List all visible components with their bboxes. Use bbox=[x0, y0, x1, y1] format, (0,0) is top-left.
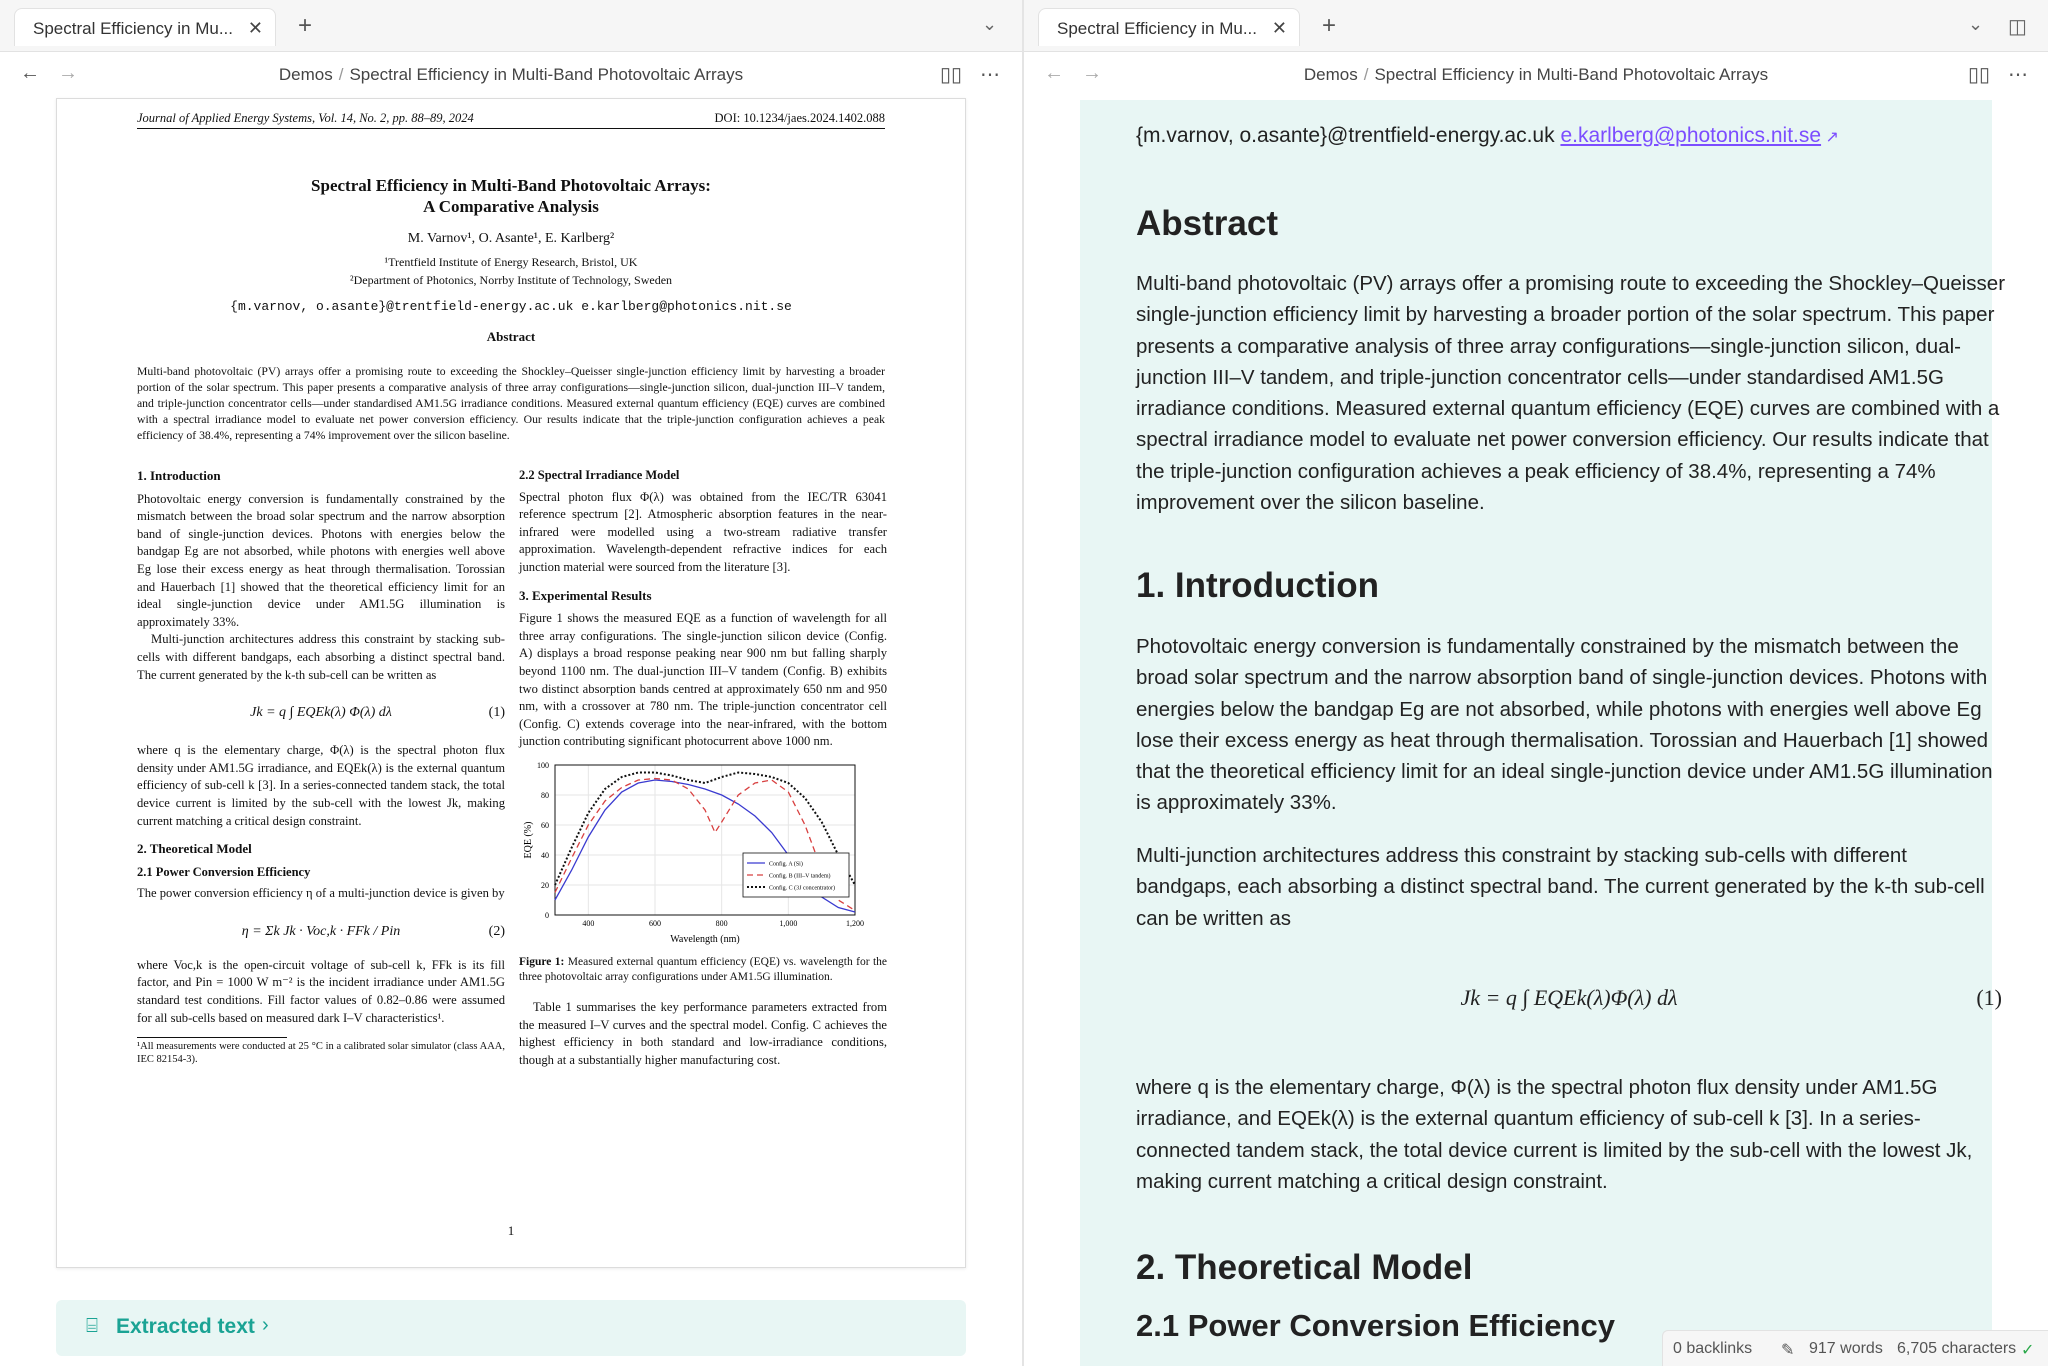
figure-label: Figure 1: bbox=[519, 955, 565, 968]
y-tick-label: 0 bbox=[545, 910, 549, 920]
reading-view-icon[interactable]: ▯▯ bbox=[940, 64, 963, 86]
legend-label: Config. B (III–V tandem) bbox=[769, 873, 831, 880]
subsection-heading: 2.1 Power Conversion Efficiency bbox=[137, 864, 311, 879]
paper-title bbox=[57, 175, 965, 217]
tab-title: Spectral Efficiency in Mu... bbox=[1057, 19, 1257, 38]
footnote bbox=[137, 1037, 505, 1066]
abstract-heading: Abstract bbox=[1136, 204, 1278, 243]
intro-paragraph-3: where q is the elementary charge, Φ(λ) is the spectral photon flux density under AM1.5G irradiance, and EQEk(λ) is the external quantum efficiency of sub-cell k [3]. In a series-connected tandem stack, the total device current is limited by the sub-cell with the lowest Jk, making current matching a critical design constraint. bbox=[1136, 1076, 1973, 1193]
tab-active[interactable] bbox=[14, 8, 276, 46]
equation-1 bbox=[1136, 985, 2002, 1011]
equation-1 bbox=[137, 684, 505, 742]
paragraph: Figure 1 shows the measured EQE as a function of wavelength for all three array configurations. The single-junction silicon device (Config. A) displays a broad response peaking near 900 nm but falling sharply beyond 1100 nm. The dual-junction III–V tandem (Config. B) exhibits two distinct absorption bands centred at approximately 650 nm and 950 nm, with a crossover at 780 nm. The triple-junction concentrator cell (Config. C) extends coverage into the near-infrared, with the bottom junction contributing significant photocurrent above 1000 nm. bbox=[519, 611, 887, 749]
breadcrumb bbox=[1024, 65, 2048, 85]
more-options-icon[interactable]: ⋯ bbox=[2008, 64, 2028, 86]
paragraph: where q is the elementary charge, Φ(λ) is the spectral photon flux density under AM1.5G irradiance, and EQEk(λ) is the external quantum efficiency of sub-cell k [3]. In a series-connected tandem stack, the total device current is limited by the sub-cell with the lowest Jk, making current matching a critical design constraint. bbox=[137, 743, 505, 828]
chevron-right-icon: › bbox=[262, 1314, 269, 1336]
status-bar bbox=[1662, 1330, 2048, 1366]
right-column bbox=[519, 467, 887, 1069]
back-arrow-icon[interactable]: ← bbox=[1044, 62, 1064, 84]
equation-body: η = Σk Jk · Voc,k · FFk / Pin bbox=[241, 923, 401, 939]
equation-number: (1) bbox=[488, 705, 505, 721]
tab-bar bbox=[1024, 0, 2048, 52]
left-column bbox=[137, 467, 505, 1066]
sync-status-icon: ✓ bbox=[2021, 1342, 2035, 1359]
y-axis-label: EQE (%) bbox=[523, 821, 534, 859]
x-tick-label: 1,200 bbox=[846, 918, 864, 928]
forward-arrow-icon[interactable]: → bbox=[58, 62, 78, 84]
y-tick-label: 100 bbox=[537, 760, 549, 770]
paragraph: Spectral photon flux Φ(λ) was obtained from the IEC/TR 63041 reference spectrum [2]. Atmospheric absorption features in the near-infrared were modelled using a two-stream radiative transfer approximation. Wavelength-dependent refractive indices for each junction material were sourced from the literature [3]. bbox=[519, 489, 887, 574]
breadcrumb-folder[interactable]: Demos bbox=[1303, 65, 1358, 84]
extracted-text-toggle[interactable] bbox=[56, 1300, 966, 1356]
title-line-2: A Comparative Analysis bbox=[423, 197, 599, 216]
scan-text-icon: ⌸ bbox=[86, 1315, 98, 1337]
email-link[interactable]: e.karlberg@photonics.nit.se bbox=[1560, 124, 1822, 147]
close-icon[interactable]: ✕ bbox=[247, 18, 263, 38]
email-line bbox=[1136, 124, 2006, 148]
equation-body: Jk = q ∫ EQEk(λ) Φ(λ) dλ bbox=[250, 705, 392, 721]
back-arrow-icon[interactable]: ← bbox=[20, 62, 40, 84]
y-tick-label: 80 bbox=[541, 790, 549, 800]
affiliation-2: ²Department of Photonics, Norrby Institute of Technology, Sweden bbox=[349, 273, 673, 287]
abstract-text: Multi-band photovoltaic (PV) arrays offer a promising route to exceeding the Shockley–Queisser single-junction efficiency limit by harvesting a broader portion of the solar spectrum. This paper presents a comparative analysis of three array configurations—single-junction silicon, dual-junction III–V tandem, and triple-junction concentrator cells—under standardised AM1.5G irradiance conditions. Measured external quantum efficiency (EQE) curves are combined with a spectral irradiance model to evaluate net power conversion efficiency. Our results indicate that the triple-junction configuration achieves a peak efficiency of 38.4%, representing a 74% improvement over the silicon baseline. bbox=[137, 365, 885, 442]
nav-bar bbox=[0, 52, 1022, 98]
chevron-down-icon[interactable]: ⌄ bbox=[982, 14, 998, 34]
backlinks-count[interactable]: 0 backlinks bbox=[1673, 1340, 1753, 1357]
subsection-heading: 2.1 Power Conversion Efficiency bbox=[1136, 1308, 1615, 1343]
authors: M. Varnov¹, O. Asante¹, E. Karlberg² bbox=[407, 231, 615, 246]
new-tab-button[interactable]: + bbox=[1322, 12, 1337, 39]
eqe-chart bbox=[519, 761, 887, 951]
note-emails bbox=[1136, 124, 2006, 148]
close-icon[interactable]: ✕ bbox=[1271, 18, 1287, 38]
y-tick-label: 60 bbox=[541, 820, 549, 830]
equation-2 bbox=[137, 903, 505, 957]
paragraph: Table 1 summarises the key performance parameters extracted from the measured I–V curves and the spectral model. Config. C achieves the highest efficiency in both standard and low-irradiance conditions, though at a substantially higher manufacturing cost. bbox=[519, 999, 887, 1067]
x-tick-label: 800 bbox=[715, 918, 728, 928]
breadcrumb-page: Spectral Efficiency in Multi-Band Photovoltaic Arrays bbox=[349, 65, 744, 84]
equation-number: (2) bbox=[488, 923, 505, 939]
breadcrumb-separator: / bbox=[1363, 65, 1369, 84]
figure-caption bbox=[519, 955, 887, 985]
tab-active[interactable] bbox=[1038, 8, 1300, 46]
intro-paragraph-1: Photovoltaic energy conversion is fundamentally constrained by the mismatch between the broad solar spectrum and the narrow absorption band of single-junction devices. Photons with energies below the bandgap Eg are not absorbed, while photons with energies well above Eg lose their excess energy as heat through thermalisation. Torossian and Hauerbach [1] showed that the theoretical efficiency limit for an ideal single-junction device under AM1.5G illumination is approximately 33%. bbox=[1136, 635, 1993, 815]
section-heading: 1. Introduction bbox=[137, 468, 221, 483]
extracted-text-note bbox=[1080, 100, 2006, 1366]
new-tab-button[interactable]: + bbox=[298, 12, 313, 39]
reading-view-icon[interactable]: ▯▯ bbox=[1968, 64, 1991, 86]
more-options-icon[interactable]: ⋯ bbox=[980, 64, 1000, 86]
abstract-paragraph: Multi-band photovoltaic (PV) arrays offer a promising route to exceeding the Shockley–Queisser single-junction efficiency limit by harvesting a broader portion of the solar spectrum. This paper presents a comparative analysis of three array configurations—single-junction silicon, dual-junction III–V tandem, and triple-junction concentrator cells—under standardised AM1.5G irradiance conditions. Measured external quantum efficiency (EQE) curves are combined with a spectral irradiance model to evaluate net power conversion efficiency. Our results indicate that the triple-junction configuration achieves a peak efficiency of 38.4%, representing a 74% improvement over the silicon baseline. bbox=[1136, 272, 2006, 515]
subsection-heading: 2.2 Spectral Irradiance Model bbox=[519, 468, 680, 482]
page-number: 1 bbox=[507, 1223, 515, 1238]
section-heading: 3. Experimental Results bbox=[519, 587, 652, 603]
x-tick-label: 400 bbox=[582, 918, 595, 928]
paragraph: The power conversion efficiency η of a multi-junction device is given by bbox=[137, 886, 505, 901]
forward-arrow-icon[interactable]: → bbox=[1082, 62, 1102, 84]
paragraph: where Voc,k is the open-circuit voltage of sub-cell k, FFk is its fill factor, and Pin = 1000 W m⁻² is the incident irradiance under AM1.5G standard test conditions. Fill factor values of 0.82–0.86 were assumed for all sub-cells based on measured dark I–V characteristics¹. bbox=[137, 957, 505, 1025]
paragraph: Photovoltaic energy conversion is fundamentally constrained by the mismatch between the broad solar spectrum and the narrow absorption band of single-junction devices. Photons with energies below the bandgap Eg are not absorbed, while photons with energies well above Eg lose their excess energy as heat through thermalisation. Torossian and Hauerbach [1] showed that the theoretical efficiency limit for an ideal single-junction device under AM1.5G illumination is approximately 33%. bbox=[137, 491, 505, 629]
right-pane bbox=[1024, 0, 2048, 1366]
intro-heading: 1. Introduction bbox=[1136, 566, 1380, 605]
legend-label: Config. C (3J concentrator) bbox=[769, 885, 835, 892]
section-heading: 2. Theoretical Model bbox=[137, 841, 252, 857]
breadcrumb-page: Spectral Efficiency in Multi-Band Photovoltaic Arrays bbox=[1374, 65, 1769, 84]
pencil-icon[interactable]: ✎ bbox=[1781, 1342, 1795, 1359]
sidebar-toggle-icon[interactable]: ◫ bbox=[2008, 16, 2027, 38]
affiliation-1: ¹Trentfield Institute of Energy Research, Bristol, UK bbox=[384, 255, 638, 269]
breadcrumb-separator: / bbox=[338, 65, 344, 84]
pdf-page bbox=[56, 98, 966, 1268]
author-emails: {m.varnov, o.asante}@trentfield-energy.ac.uk e.karlberg@photonics.nit.se bbox=[230, 299, 792, 314]
x-tick-label: 1,000 bbox=[779, 918, 798, 928]
intro-paragraph-2: Multi-junction architectures address this constraint by stacking sub-cells with different bandgaps, each absorbing a distinct spectral band. The current generated by the k-th sub-cell can be written as bbox=[1136, 844, 1985, 930]
tab-title: Spectral Efficiency in Mu... bbox=[33, 19, 233, 38]
breadcrumb bbox=[0, 65, 1022, 85]
title-line-1: Spectral Efficiency in Multi-Band Photovoltaic Arrays: bbox=[311, 176, 711, 195]
eqe-chart-svg bbox=[519, 761, 887, 951]
y-tick-label: 20 bbox=[541, 880, 549, 890]
paragraph: Multi-junction architectures address this constraint by stacking sub-cells with different bandgaps, each absorbing a distinct spectral band. The current generated by the k-th sub-cell can be written as bbox=[137, 632, 505, 682]
word-count: 917 words bbox=[1809, 1340, 1883, 1357]
figure-caption-text: Measured external quantum efficiency (EQE) vs. wavelength for the three photovoltaic array configurations under AM1.5G illumination. bbox=[519, 955, 888, 983]
y-tick-label: 40 bbox=[541, 850, 549, 860]
journal-header bbox=[137, 111, 885, 129]
footnote-text: ¹All measurements were conducted at 25 °C in a calibrated solar simulator (class AAA, IEC 82154-3). bbox=[137, 1041, 505, 1066]
tab-bar bbox=[0, 0, 1022, 52]
nav-bar bbox=[1024, 52, 2048, 98]
x-tick-label: 600 bbox=[649, 918, 661, 928]
doi: DOI: 10.1234/jaes.2024.1402.088 bbox=[714, 111, 885, 125]
journal-citation: Journal of Applied Energy Systems, Vol. 14, No. 2, pp. 88–89, 2024 bbox=[137, 111, 474, 125]
chevron-down-icon[interactable]: ⌄ bbox=[1968, 14, 1984, 34]
x-axis-label: Wavelength (nm) bbox=[670, 933, 740, 945]
equation-number: (1) bbox=[1976, 985, 2002, 1010]
extracted-text-label: Extracted text bbox=[116, 1315, 255, 1338]
breadcrumb-folder[interactable]: Demos bbox=[278, 65, 333, 84]
theory-heading: 2. Theoretical Model bbox=[1136, 1248, 1473, 1287]
abstract-heading: Abstract bbox=[486, 329, 536, 344]
character-count: 6,705 characters bbox=[1897, 1340, 2017, 1357]
email-text: {m.varnov, o.asante}@trentfield-energy.ac.uk bbox=[1136, 124, 1561, 147]
equation-body: Jk = q ∫ EQEk(λ)Φ(λ) dλ bbox=[1460, 985, 1678, 1010]
external-link-icon: ↗ bbox=[1821, 129, 1839, 146]
legend-label: Config. A (Si) bbox=[769, 861, 803, 868]
left-pane bbox=[0, 0, 1022, 1366]
